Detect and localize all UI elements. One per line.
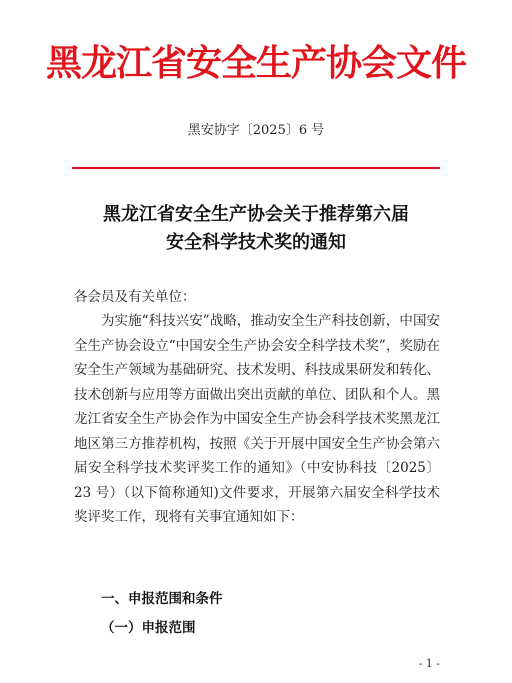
salutation: 各会员及有关单位：: [74, 289, 196, 305]
header-divider-line: [72, 167, 440, 169]
subsection-heading: （一）申报范围: [101, 620, 196, 636]
document-title-line-2: 安全科学技术奖的通知: [166, 232, 346, 253]
org-header-title: 黑龙江省安全生产协会文件: [45, 43, 466, 84]
document-title-line-1: 黑龙江省安全生产协会关于推荐第六届: [103, 204, 409, 225]
section-heading: 一、申报范围和条件: [101, 591, 223, 607]
page-number: - 1 -: [418, 657, 440, 670]
body-paragraph: 为实施“科技兴安”战略，推动安全生产科技创新，中国安全生产协会设立“中国安全生产协会安全科学技术奖”，奖励在安全生产领域为基础研究、技术发明、科技成果研发和转化、技术创新与应用等方面做出突出贡献的单位、团队和个人。黑龙江省安全生产协会作为中国安全生产协会科学技术奖黑龙江地区第三方推荐机构，按照《关于开展中国安全生产协会第六届安全科学技术奖评奖工作的通知》（中安协科技〔2025〕23 号）（以下简称通知)文件要求，开展第六届安全科学技术奖评奖工作，现将有关事宜通知如下：: [74, 313, 440, 525]
document-number: 黑安协字〔2025〕6 号: [187, 123, 325, 138]
